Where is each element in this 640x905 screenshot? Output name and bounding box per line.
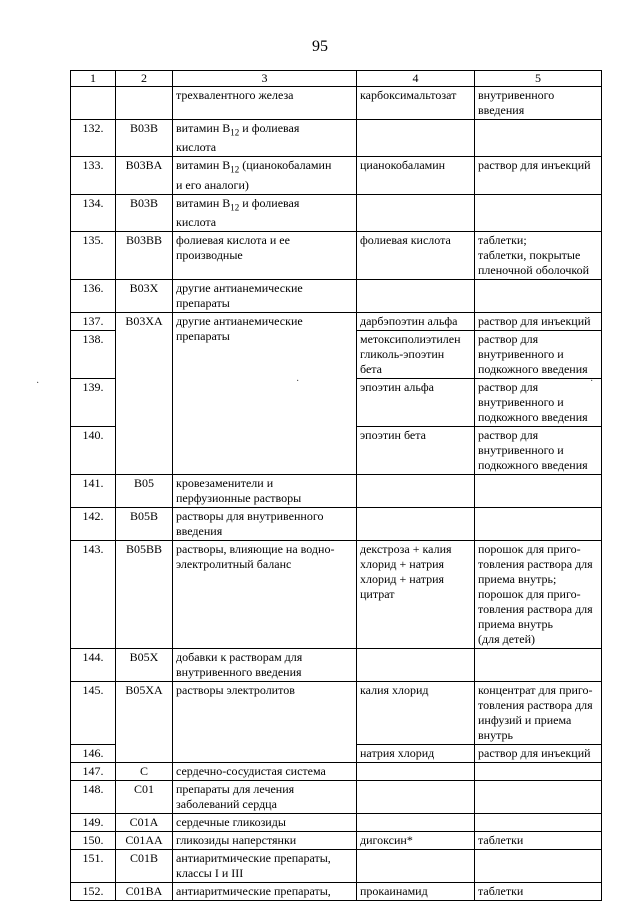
cell-name: витамин $B_{12}$ и фолиевая кислота [173,194,357,231]
cell-drug [357,850,475,883]
cell-name: добавки к растворам для внутривенного введения [173,649,357,682]
cell-drug: эпоэтин бета [357,427,475,475]
cell-code: B03B [116,120,173,157]
page-number: 95 [312,38,328,55]
cell-drug: фолиевая кислота [357,232,475,280]
cell-code: B05XA [116,682,173,763]
cell-num: 146. [71,745,116,763]
cell-drug: дигоксин* [357,832,475,850]
cell-num: 139. [71,379,116,427]
cell-drug: декстроза + калия хлорид + натрия хлорид + натрия цитрат [357,541,475,649]
cell-name: трехвалентного железа [173,87,357,120]
cell-code: C [116,763,173,781]
table-row [71,194,602,231]
cell-num: 142. [71,508,116,541]
cell-num: 138. [71,331,116,379]
cell-form: концентрат для приго- товления раствора для инфузий и приема внутрь [475,682,602,745]
header-col-3: 3 [173,71,357,87]
cell-code: B03BB [116,232,173,280]
cell-code: B05BB [116,541,173,649]
cell-drug: метоксиполиэтилен гликоль-эпоэтин бета [357,331,475,379]
cell-num: 149. [71,814,116,832]
cell-drug: натрия хлорид [357,745,475,763]
cell-drug: цианокобаламин [357,157,475,194]
cell-code: C01B [116,850,173,883]
table-row [71,541,602,649]
cell-name: другие антианемические препараты [173,280,357,313]
cell-drug: дарбэпоэтин альфа [357,313,475,331]
cell-num: 145. [71,682,116,745]
cell-drug: эпоэтин альфа [357,379,475,427]
cell-form: внутривенного введения [475,87,602,120]
table-row [71,232,602,280]
cell-name: растворы, влияющие на водно- электролитный баланс [173,541,357,649]
cell-name: гликозиды наперстянки [173,832,357,850]
header-row [71,71,602,87]
cell-drug [357,475,475,508]
cell-num: 151. [71,850,116,883]
table-row [71,280,602,313]
cell-form: таблетки [475,832,602,850]
cell-form [475,763,602,781]
scan-mark: · [36,378,40,389]
cell-name: витамин $B_{12}$ и фолиевая кислота [173,120,357,157]
cell-name: препараты для лечения заболеваний сердца [173,781,357,814]
cell-name: растворы электролитов [173,682,357,763]
cell-num: 137. [71,313,116,331]
cell-drug: калия хлорид [357,682,475,745]
table-row [71,475,602,508]
cell-code: C01A [116,814,173,832]
cell-num: 135. [71,232,116,280]
cell-name: сердечные гликозиды [173,814,357,832]
cell-name: сердечно-сосудистая система [173,763,357,781]
cell-form [475,120,602,157]
cell-drug [357,814,475,832]
table-row [71,313,602,331]
cell-code: B05B [116,508,173,541]
cell-code: B05X [116,649,173,682]
table-row [71,883,602,901]
table-row [71,763,602,781]
cell-num: 132. [71,120,116,157]
cell-num [71,87,116,120]
cell-code: B03BA [116,157,173,194]
cell-name: другие антианемические препараты [173,313,357,475]
header-col-5: 5 [475,71,602,87]
cell-code: C01BA [116,883,173,901]
cell-drug [357,194,475,231]
cell-name: антиаритмические препараты, [173,883,357,901]
cell-drug [357,763,475,781]
cell-num: 134. [71,194,116,231]
cell-num: 152. [71,883,116,901]
cell-form: таблетки; таблетки, покрытые пленочной оболочкой [475,232,602,280]
table-row [71,508,602,541]
cell-num: 141. [71,475,116,508]
cell-form [475,508,602,541]
cell-form: раствор для инъекций [475,157,602,194]
cell-form: раствор для внутривенного и подкожного введения [475,379,602,427]
table-body [71,87,602,901]
cell-form [475,194,602,231]
table-row [71,649,602,682]
scan-mark: · [590,376,594,387]
cell-drug: прокаинамид [357,883,475,901]
cell-num: 144. [71,649,116,682]
cell-num: 133. [71,157,116,194]
cell-form: раствор для инъекций [475,313,602,331]
cell-form: раствор для внутривенного и подкожного введения [475,427,602,475]
drug-table [70,70,602,901]
header-col-4: 4 [357,71,475,87]
cell-code [116,87,173,120]
cell-drug: карбоксимальтозат [357,87,475,120]
cell-name: витамин $B_{12}$ (цианокобаламин и его аналоги) [173,157,357,194]
cell-name: кровезаменители и перфузионные растворы [173,475,357,508]
cell-code: B03B [116,194,173,231]
header-col-2: 2 [116,71,173,87]
cell-num: 150. [71,832,116,850]
cell-form [475,814,602,832]
cell-code: C01AA [116,832,173,850]
cell-code: B03XA [116,313,173,475]
table-row [71,832,602,850]
table-row [71,850,602,883]
cell-form [475,850,602,883]
table-row [71,157,602,194]
cell-code: B05 [116,475,173,508]
cell-form [475,475,602,508]
cell-form: таблетки [475,883,602,901]
cell-num: 136. [71,280,116,313]
cell-form [475,649,602,682]
cell-num: 143. [71,541,116,649]
cell-form [475,280,602,313]
header-col-1: 1 [71,71,116,87]
cell-form: порошок для приго- товления раствора для приема внутрь; порошок для приго- товления раствора для приема внутрь (для детей) [475,541,602,649]
cell-name: растворы для внутривенного введения [173,508,357,541]
cell-code: B03X [116,280,173,313]
table-row [71,682,602,745]
table-row [71,781,602,814]
cell-form: раствор для инъекций [475,745,602,763]
cell-drug [357,781,475,814]
cell-drug [357,508,475,541]
cell-code: C01 [116,781,173,814]
cell-num: 147. [71,763,116,781]
cell-name: антиаритмические препараты, классы I и III [173,850,357,883]
table-row [71,120,602,157]
cell-drug [357,120,475,157]
cell-form: раствор для внутривенного и подкожного введения [475,331,602,379]
cell-drug [357,280,475,313]
scan-mark: · [296,376,300,387]
cell-num: 140. [71,427,116,475]
cell-num: 148. [71,781,116,814]
cell-name: фолиевая кислота и ее производные [173,232,357,280]
cell-form [475,781,602,814]
continuation-row [71,87,602,120]
cell-drug [357,649,475,682]
table-row [71,814,602,832]
